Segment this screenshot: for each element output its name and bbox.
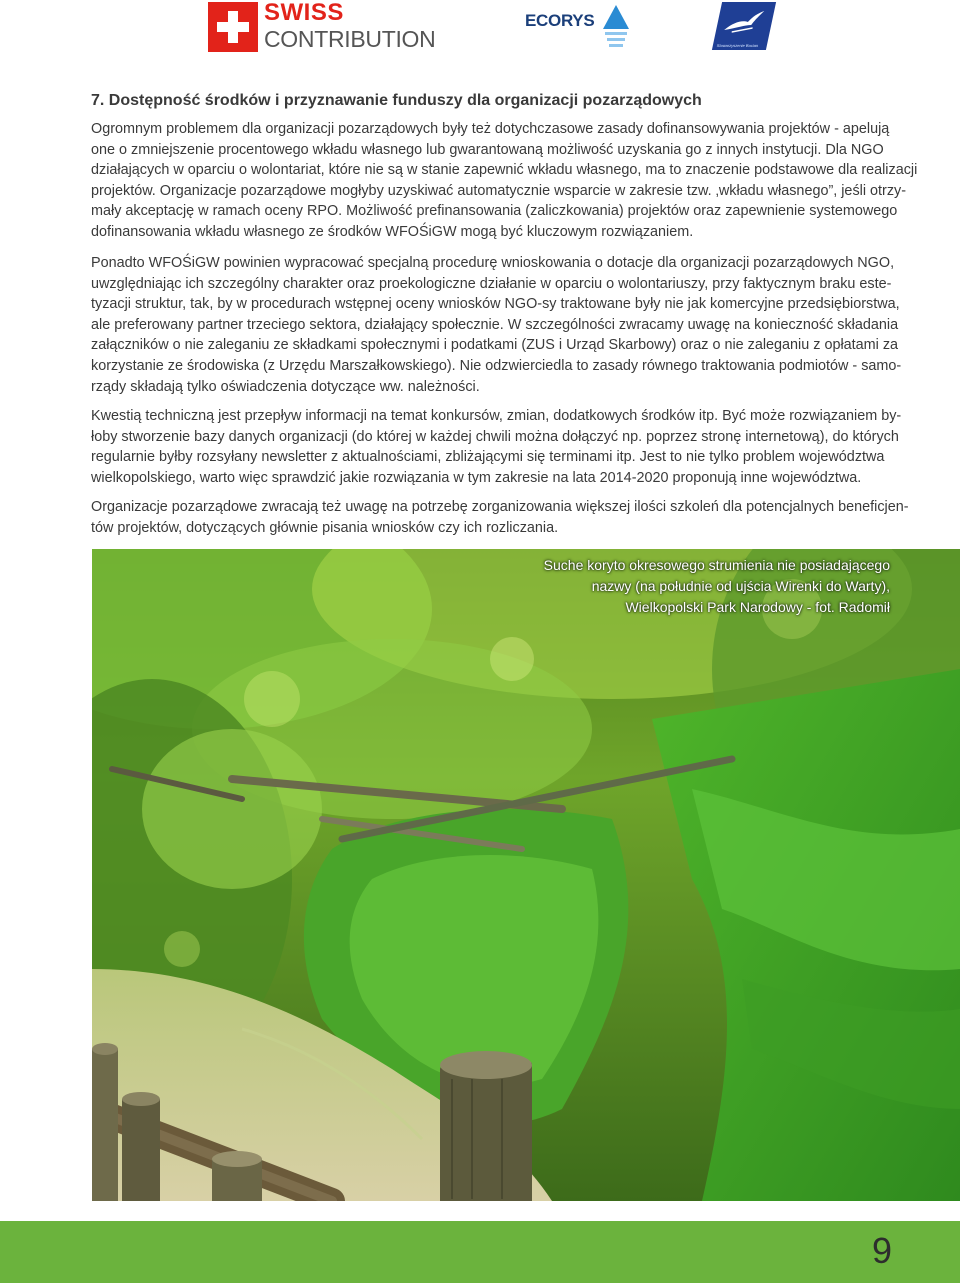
- swiss-logo-line1: SWISS: [264, 0, 344, 26]
- page-number: 9: [871, 1230, 892, 1271]
- text-line: uwzględniając ich szczególny charakter oraz proekologiczne działanie w oparciu o wolontariuszy, przy faktycznym braku este-: [91, 275, 892, 292]
- text-line: dofinansowania wkładu własnego ze środków WFOŚiGW mogą być kluczowym rozwiązaniem.: [91, 223, 694, 240]
- text-line: mały akceptację w ramach oceny RPO. Możliwość prefinansowania (zaliczkowania) projektów oraz zapewnienie systemowego: [91, 203, 898, 220]
- text-line: Ponadto WFOŚiGW powinien wypracować specjalną procedurę wnioskowania o dotacje dla organizacji pozarządowych NGO,: [91, 255, 895, 271]
- text-line: łoby stworzenie bazy danych organizacji (do której w każdej chwili można dołączyć np. poprzez stronę internetową), do których: [91, 428, 899, 445]
- text-line: regularnie byłby rozsyłany newsletter z aktualnościami, zbliżającymi się terminami itp. Jest to nie tylko problem województwa: [91, 449, 885, 466]
- forest-illustration: [92, 549, 960, 1201]
- paragraph-training: [91, 497, 909, 538]
- text-line: Kwestią techniczną jest przepływ informacji na temat konkursów, zmian, dodatkowych środków itp. Być może rozwiązaniem by-: [91, 408, 902, 424]
- swiss-contribution-logo: [208, 2, 440, 52]
- swiss-logo-line2: CONTRIBUTION: [264, 26, 436, 52]
- ecorys-triangle-icon: [603, 5, 629, 29]
- paragraph-information-flow: [91, 406, 902, 488]
- text-line: projektów. Organizacje pozarządowe mogłyby uzyskiwać automatycznie wsparcie w zakresie tzw. ‚wkładu własnego”, jeśli otrzy-: [91, 182, 907, 199]
- text-line: tów projektów, dotyczących głównie pisania wniosków czy ich rozliczania.: [91, 519, 559, 536]
- text-line: korzystanie ze środowiska (z Urzędu Marszałkowskiego). Nie odzwierciedla to zasady równego traktowania podmiotów - samo-: [91, 357, 902, 374]
- caption-line: Wielkopolski Park Narodowy - fot. Radomił: [625, 599, 890, 615]
- stork-association-logo: [712, 2, 776, 50]
- text-line: ale preferowany partner trzeciego sektora, działający społecznie. W szczególności zwracamy uwagę na konieczność składania: [91, 316, 899, 333]
- swiss-cross-icon: [208, 2, 258, 52]
- forest-stream-photo: [92, 549, 960, 1201]
- ecorys-stripe: [607, 38, 625, 41]
- text-line: wielkopolskiego, warto więc sprawdzić jakie rozwiązania w tym zakresie na lata 2014-2020 proponują inne województwa.: [91, 469, 862, 486]
- text-line: tyzacji struktur, tak, by w procedurach wstępnej oceny wniosków NGO-sy traktowane były nie jak komercyjne przedsiębiorstwa,: [91, 296, 900, 313]
- stork-icon: [720, 8, 766, 38]
- section-heading: 7. Dostępność środków i przyznawanie funduszy dla organizacji pozarządowych: [91, 92, 702, 109]
- text-line: rządy składają tylko oświadczenia dotyczące ww. należności.: [91, 378, 480, 395]
- ecorys-stripe: [609, 44, 623, 47]
- text-line: działających w oparciu o wolontariat, które nie są w stanie zapewnić wkładu własnego, ma to znaczenie podstawowe dla realizacji: [91, 162, 918, 179]
- text-line: załączników o nie zaleganiu ze składkami społecznymi i podatkami (ZUS i Urząd Skarbowy) oraz o nie zaleganiu z opłatami za: [91, 337, 899, 354]
- caption-line: Suche koryto okresowego strumienia nie posiadającego: [543, 557, 890, 573]
- text-line: Ogromnym problemem dla organizacji pozarządowych były też dotychczasowe zasady dofinansowywania projektów - apelują: [91, 121, 890, 137]
- text-line: Organizacje pozarządowe zwracają też uwagę na potrzebę zorganizowania większej ilości szkoleń dla potencjalnych beneficjen-: [91, 499, 909, 515]
- footer-bar: [0, 1221, 960, 1283]
- paragraph-funding-problems: [91, 119, 918, 243]
- photo-caption: [530, 555, 890, 618]
- stork-logo-caption: Stowarzyszenie Bocian: [716, 43, 759, 48]
- caption-line: nazwy (na południe od ujścia Wirenki do Warty),: [591, 578, 890, 594]
- paragraph-grant-procedure: [91, 253, 902, 397]
- text-line: one o zmniejszenie procentowego wkładu własnego lub gwarantowaną możliwość uzyskania go z innych instytucji. Dla NGO: [91, 141, 884, 158]
- ecorys-stripe: [605, 32, 627, 35]
- ecorys-logo: [525, 5, 631, 49]
- ecorys-wordmark: ECORYS: [525, 11, 595, 30]
